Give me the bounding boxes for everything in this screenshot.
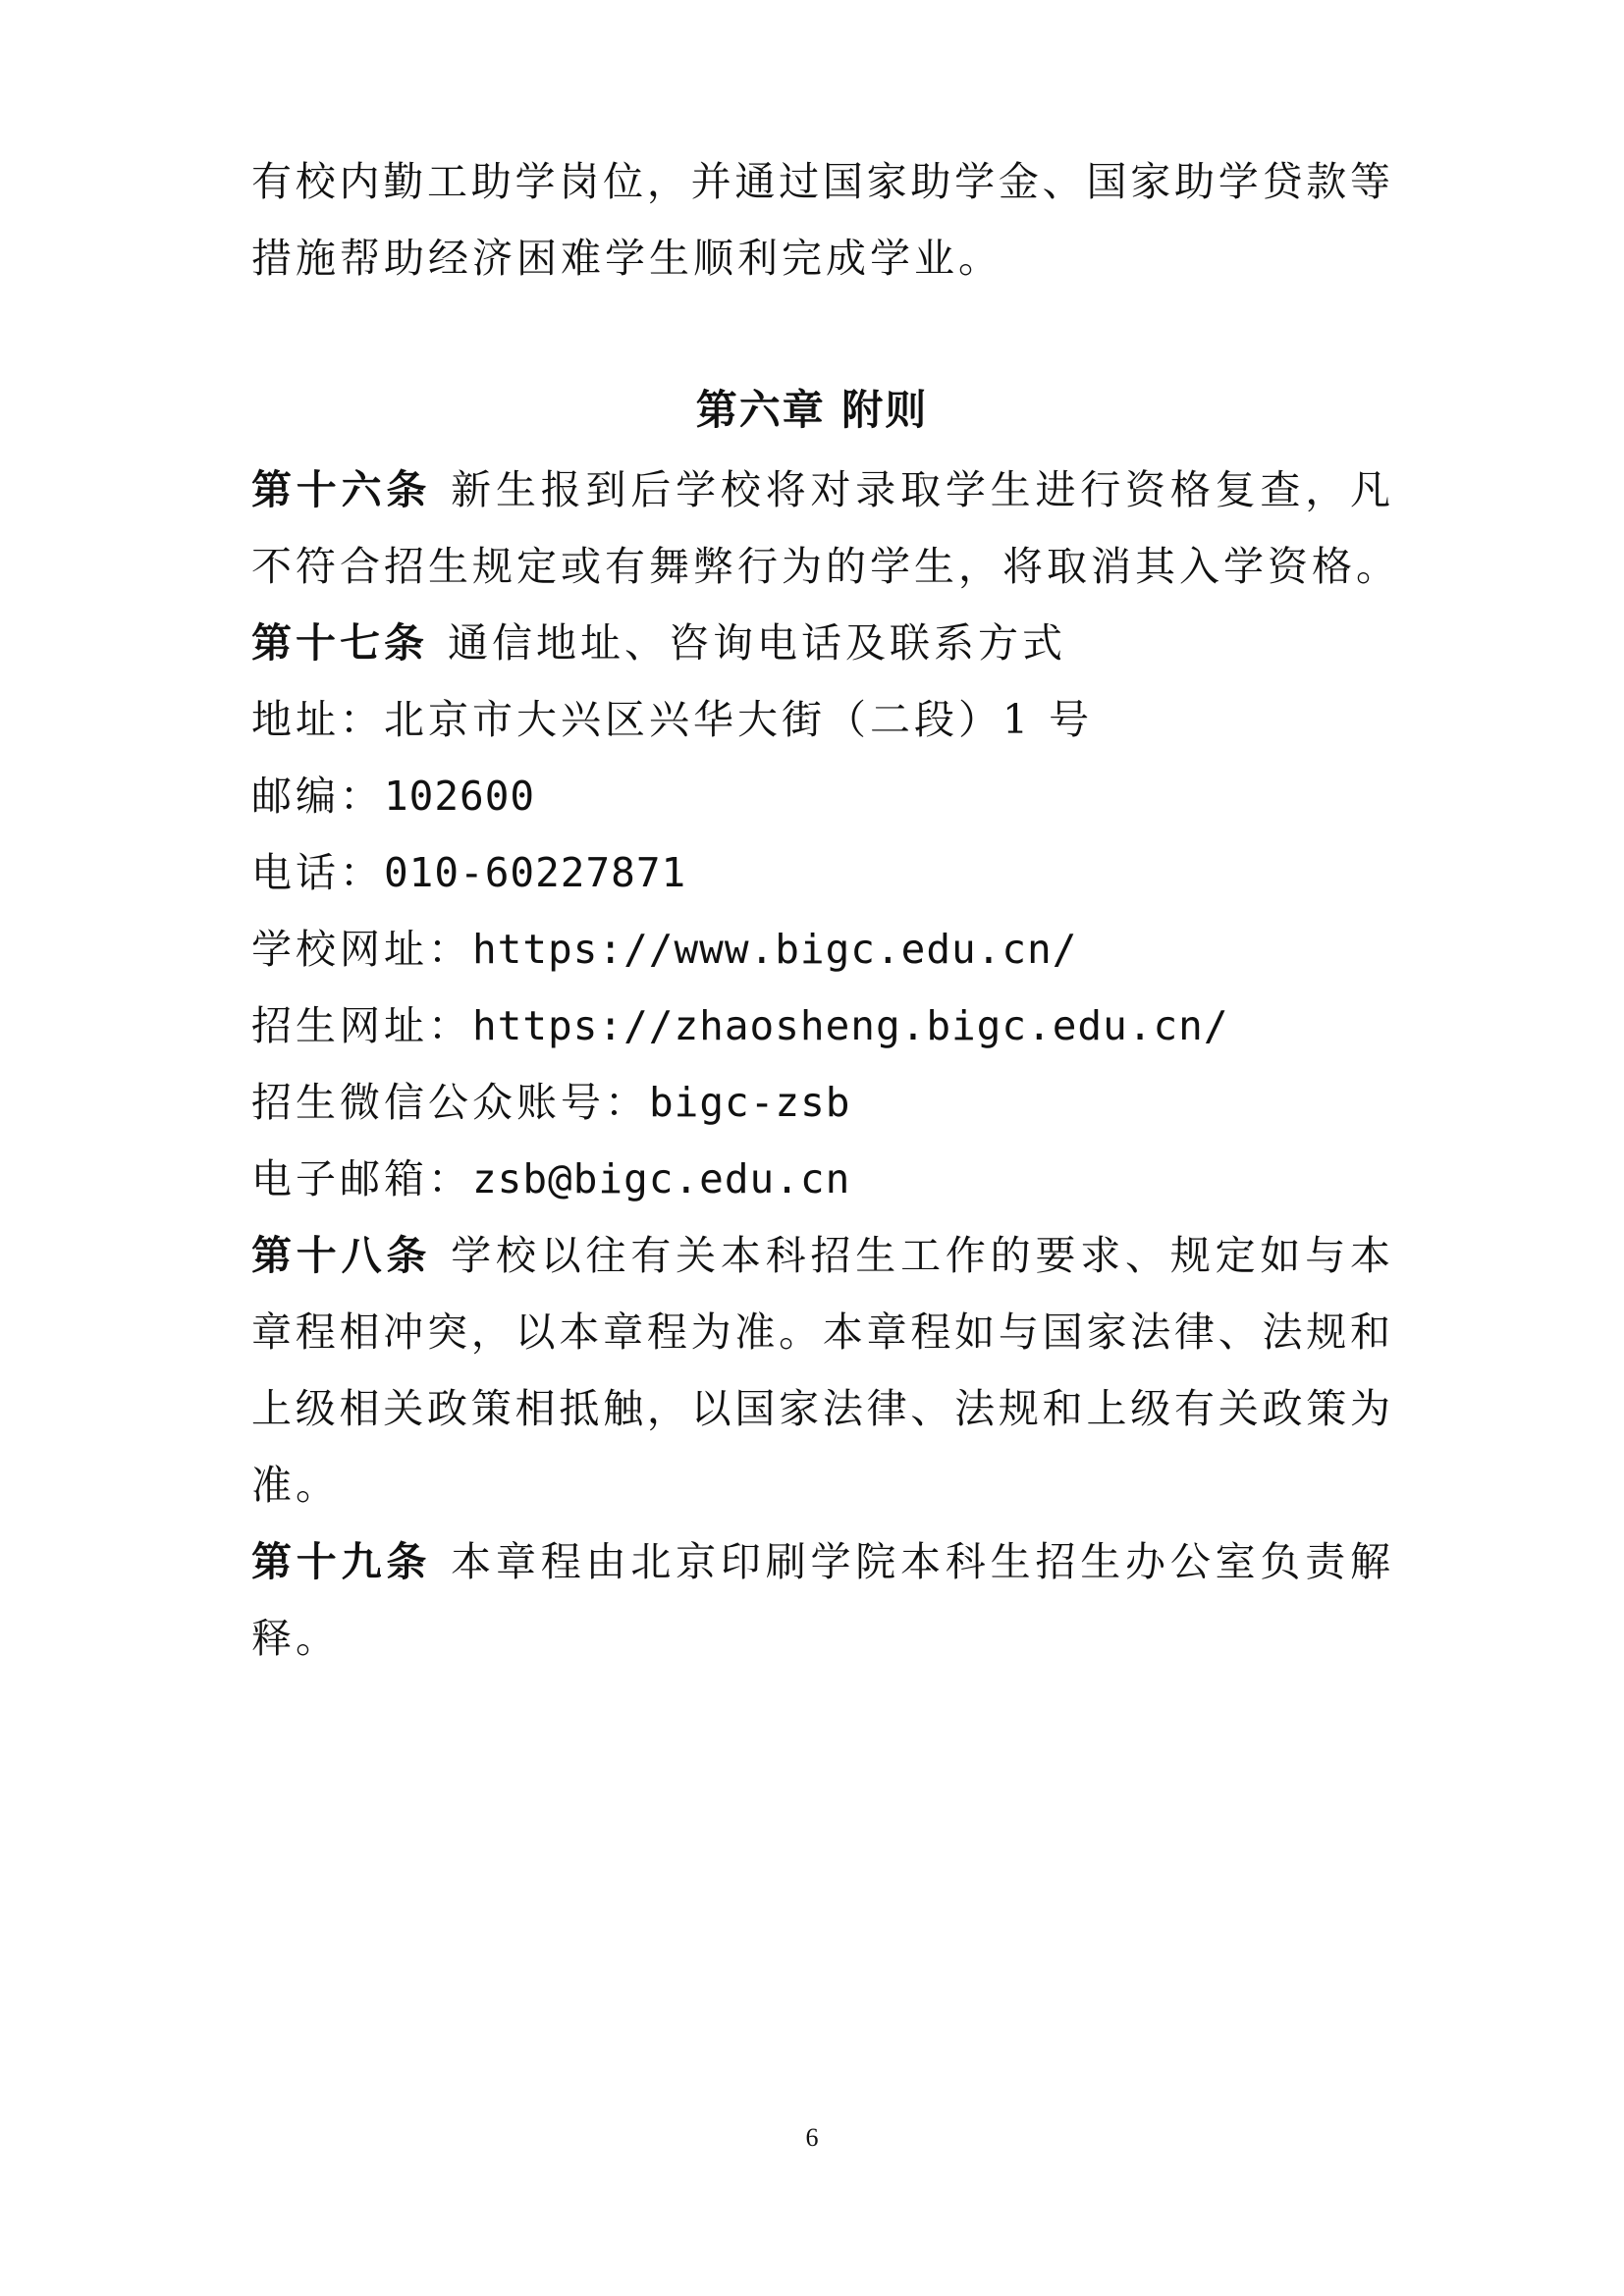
article-16-label: 第十六条 [251,466,432,513]
admission-site-label: 招生网址： [251,1002,472,1049]
wechat-account: bigc-zsb [649,1079,851,1126]
article-19-line-1 [251,1532,1390,1591]
article-18-line-4: 准。 [251,1462,340,1509]
article-19-line-2: 释。 [251,1615,340,1662]
chapter-title: 第六章 附则 [695,386,929,434]
admission-site-link[interactable]: https://zhaosheng.bigc.edu.cn/ [472,1002,1229,1049]
website-line [251,920,1390,979]
wechat-label: 招生微信公众账号： [251,1079,649,1126]
wechat-line [251,1073,1390,1132]
phone-line [251,843,1390,902]
intro-line-1: 有校内勤工助学岗位，并通过国家助学金、国家助学贷款等 [251,158,1390,205]
website-link[interactable]: https://www.bigc.edu.cn/ [472,926,1078,973]
page-number: 6 [805,2123,819,2152]
phone-value: 010-60227871 [384,849,687,896]
postcode-value: 102600 [384,773,536,820]
email-label: 电子邮箱： [251,1155,472,1202]
phone-label: 电话： [251,849,384,896]
admission-site-line [251,996,1390,1055]
article-18-text-1: 学校以往有关本科招生工作的要求、规定如与本 [451,1232,1391,1279]
article-18-line-2: 章程相冲突，以本章程为准。本章程如与国家法律、法规和 [251,1308,1390,1356]
article-16-line-2: 不符合招生规定或有舞弊行为的学生，将取消其入学资格。 [251,543,1400,590]
article-16-text-1: 新生报到后学校将对录取学生进行资格复查，凡 [451,466,1391,513]
article-18-line-1 [251,1226,1390,1285]
address-label: 地址： [251,696,384,743]
article-18-line-3: 上级相关政策相抵触，以国家法律、法规和上级有关政策为 [251,1385,1390,1432]
email-link[interactable]: zsb@bigc.edu.cn [472,1155,851,1202]
article-19-label: 第十九条 [251,1538,432,1585]
article-18-label: 第十八条 [251,1232,432,1279]
address-value: 北京市大兴区兴华大街（二段）1 号 [384,696,1094,743]
postcode-line [251,767,1390,826]
intro-line-2: 措施帮助经济困难学生顺利完成学业。 [251,235,1002,282]
article-17-text: 通信地址、咨询电话及联系方式 [448,619,1066,667]
website-label: 学校网址： [251,926,472,973]
postcode-label: 邮编： [251,773,384,820]
article-17-label: 第十七条 [251,619,428,667]
email-line [251,1149,1390,1208]
article-17-line [251,614,1390,672]
article-16-line-1 [251,460,1390,519]
article-19-text-1: 本章程由北京印刷学院本科生招生办公室负责解 [451,1538,1391,1585]
address-line [251,690,1390,749]
